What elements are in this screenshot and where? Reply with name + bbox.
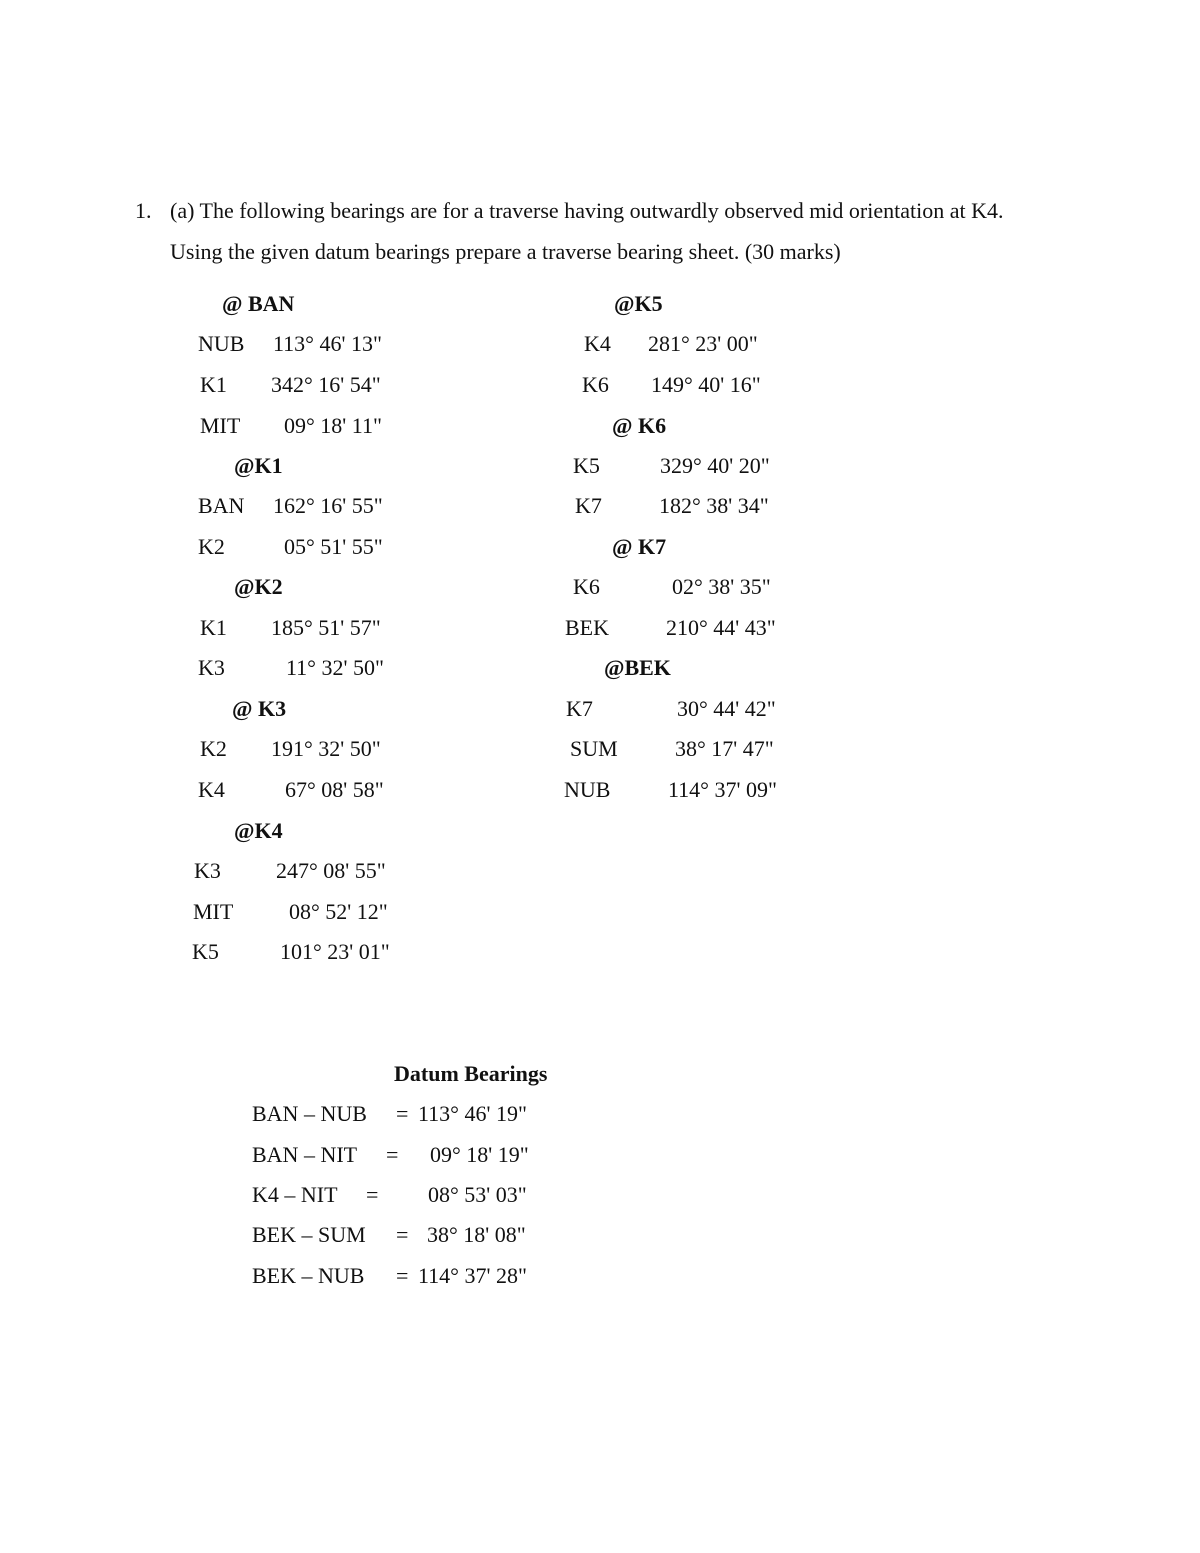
station-label: K2 <box>198 534 225 559</box>
station-label: K3 <box>198 655 225 680</box>
station-heading-k3: @ K3 <box>232 696 287 721</box>
bearing-value: 185° 51' 57" <box>271 615 381 640</box>
bearing-value: 09° 18' 11" <box>284 413 382 438</box>
station-label: BAN <box>198 493 245 518</box>
station-label: NUB <box>564 777 611 802</box>
station-heading-k2: @K2 <box>234 574 283 599</box>
datum-line: BEK – SUM <box>252 1222 366 1247</box>
question-line-2: Using the given datum bearings prepare a traverse bearing sheet. (30 marks) <box>170 239 841 264</box>
station-label: K5 <box>192 939 219 964</box>
datum-equals: = <box>386 1142 399 1167</box>
bearing-value: 05° 51' 55" <box>284 534 383 559</box>
bearing-value: 02° 38' 35" <box>672 574 771 599</box>
station-heading-ban: @ BAN <box>222 291 295 316</box>
bearing-value: 101° 23' 01" <box>280 939 390 964</box>
bearing-value: 11° 32' 50" <box>286 655 384 680</box>
station-heading-k1: @K1 <box>234 453 283 478</box>
station-label: MIT <box>193 899 234 924</box>
datum-bearing: 08° 53' 03" <box>428 1182 527 1207</box>
datum-line: BEK – NUB <box>252 1263 365 1288</box>
station-heading-k5: @K5 <box>614 291 663 316</box>
bearing-value: 329° 40' 20" <box>660 453 770 478</box>
datum-line: BAN – NUB <box>252 1101 367 1126</box>
datum-bearing: 09° 18' 19" <box>430 1142 529 1167</box>
bearing-value: 281° 23' 00" <box>648 331 758 356</box>
question-number: 1. <box>135 198 152 223</box>
datum-bearing: 114° 37' 28" <box>418 1263 527 1288</box>
bearing-value: 247° 08' 55" <box>276 858 386 883</box>
bearing-value: 113° 46' 13" <box>273 331 382 356</box>
bearing-value: 182° 38' 34" <box>659 493 769 518</box>
bearing-value: 38° 17' 47" <box>675 736 774 761</box>
station-label: NUB <box>198 331 245 356</box>
datum-equals: = <box>396 1222 409 1247</box>
station-label: K3 <box>194 858 221 883</box>
station-label: K4 <box>198 777 225 802</box>
datum-equals: = <box>366 1182 379 1207</box>
bearing-value: 149° 40' 16" <box>651 372 761 397</box>
bearing-value: 08° 52' 12" <box>289 899 388 924</box>
bearing-value: 342° 16' 54" <box>271 372 381 397</box>
station-label: K6 <box>573 574 600 599</box>
datum-line: BAN – NIT <box>252 1142 358 1167</box>
datum-equals: = <box>396 1263 409 1288</box>
datum-bearing: 113° 46' 19" <box>418 1101 527 1126</box>
bearing-value: 191° 32' 50" <box>271 736 381 761</box>
station-label: K5 <box>573 453 600 478</box>
station-heading-k4: @K4 <box>234 818 283 843</box>
station-heading-k6: @ K6 <box>612 413 667 438</box>
station-heading-bek: @BEK <box>604 655 671 680</box>
bearing-value: 30° 44' 42" <box>677 696 776 721</box>
datum-equals: = <box>396 1101 409 1126</box>
station-label: K6 <box>582 372 609 397</box>
station-heading-k7: @ K7 <box>612 534 667 559</box>
station-label: K1 <box>200 372 227 397</box>
station-label: MIT <box>200 413 241 438</box>
station-label: K7 <box>575 493 602 518</box>
datum-bearing: 38° 18' 08" <box>427 1222 526 1247</box>
bearing-value: 67° 08' 58" <box>285 777 384 802</box>
station-label: K2 <box>200 736 227 761</box>
bearing-value: 114° 37' 09" <box>668 777 777 802</box>
station-label: K7 <box>566 696 593 721</box>
question-line-1: (a) The following bearings are for a traverse having outwardly observed mid orientation at K4. <box>170 198 1004 223</box>
station-label: K1 <box>200 615 227 640</box>
bearing-value: 210° 44' 43" <box>666 615 776 640</box>
station-label: SUM <box>570 736 618 761</box>
datum-bearings-title: Datum Bearings <box>394 1061 548 1086</box>
station-label: K4 <box>584 331 611 356</box>
station-label: BEK <box>565 615 609 640</box>
datum-line: K4 – NIT <box>252 1182 338 1207</box>
bearing-value: 162° 16' 55" <box>273 493 383 518</box>
